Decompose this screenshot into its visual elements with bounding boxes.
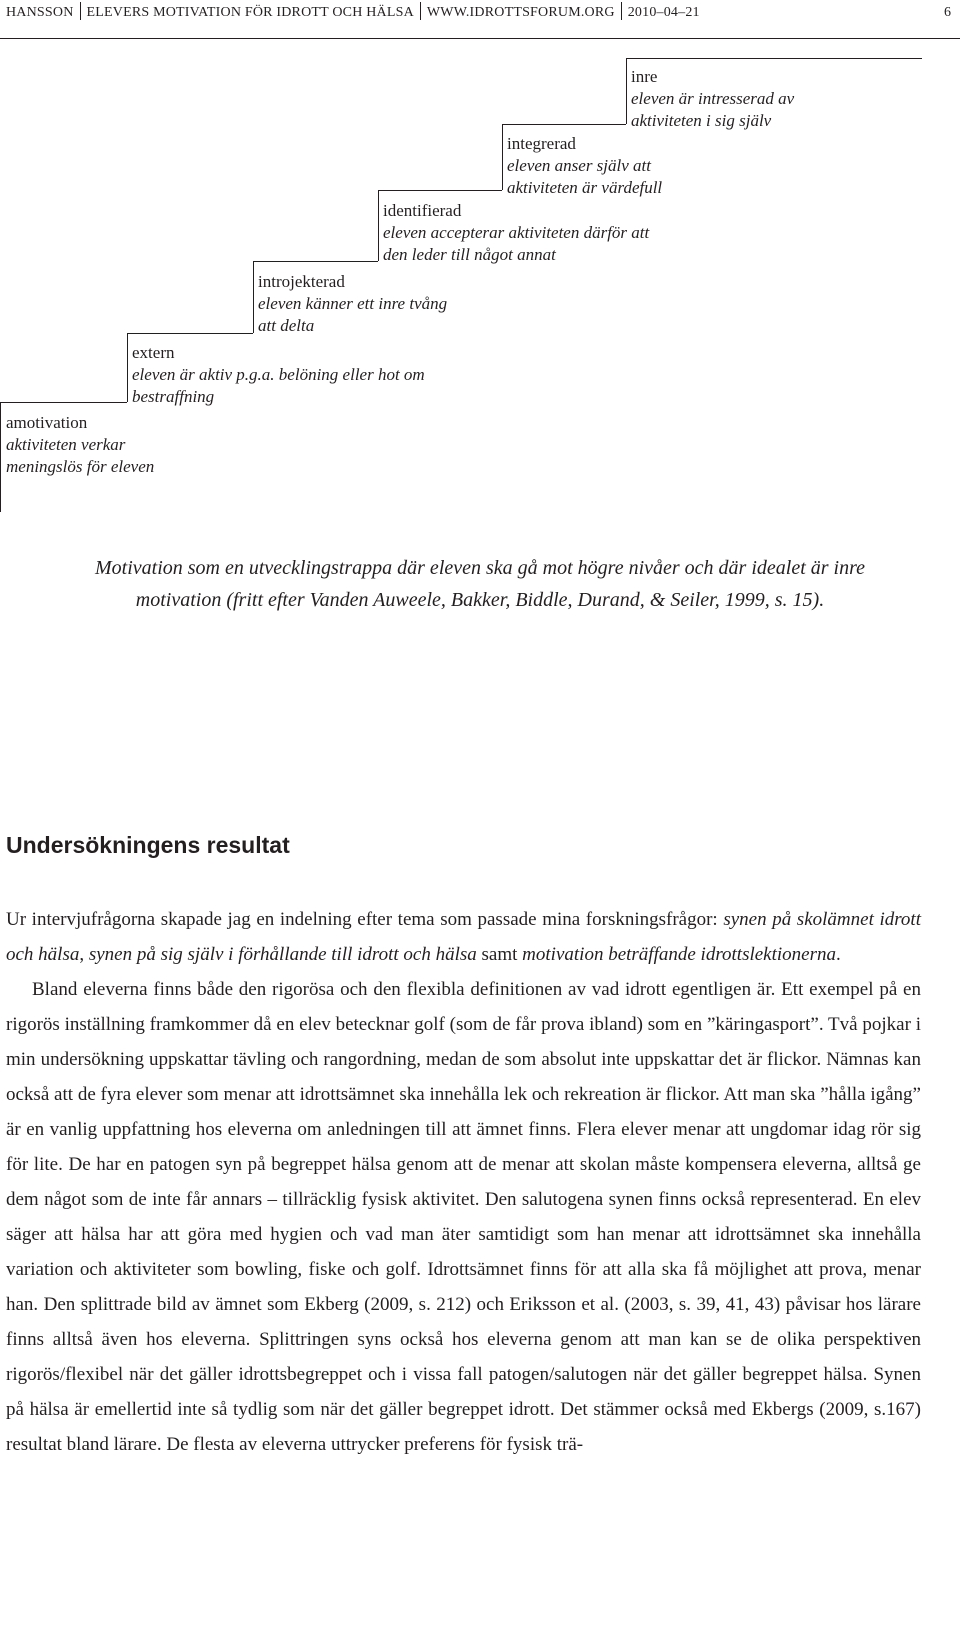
step-description: eleven accepterar aktiviteten därför att: [383, 223, 650, 242]
section-heading: Undersökningens resultat: [6, 832, 290, 858]
step-level-label: extern: [132, 343, 175, 362]
step-description: eleven anser själv att: [507, 156, 651, 175]
step-description: meningslös för eleven: [6, 457, 155, 476]
step-description: att delta: [258, 316, 315, 335]
page-number: 6: [944, 5, 951, 20]
stair-tread: [253, 261, 378, 262]
step-level-label: integrerad: [507, 134, 576, 153]
step-level-label: inre: [631, 67, 658, 86]
step-description: aktiviteten i sig själv: [631, 111, 772, 130]
header-rule: [0, 38, 960, 39]
stair-tread: [378, 190, 502, 191]
step-integrerad: [507, 133, 662, 199]
figure-caption: Motivation som en utvecklingstrappa där eleven ska gå mot högre nivåer och där idealet är inre motivation (fritt efter Vanden Auweele, Bakker, Biddle, Durand, & Seiler, 1999, s. 15).: [94, 557, 866, 611]
step-level-label: introjekterad: [258, 272, 345, 291]
step-amotivation: [6, 412, 154, 478]
stair-tread: [0, 402, 127, 403]
paragraph: [6, 902, 921, 972]
stair-riser: [0, 402, 1, 512]
text-run: Ur intervjufrågorna skapade jag en indelning efter tema som passade mina forskningsfrågor:: [6, 909, 724, 930]
step-inre: [631, 66, 794, 132]
header-separator: [420, 2, 421, 20]
header-title: ELEVERS MOTIVATION FÖR IDROTT OCH HÄLSA: [86, 5, 414, 20]
text-run: samt: [476, 944, 523, 965]
running-header-text: [6, 0, 700, 26]
stair-riser: [253, 261, 254, 333]
emphasis: motivation beträffande idrottslektionerna: [522, 944, 836, 965]
paragraph: Bland eleverna finns både den rigorösa och den flexibla definitionen av vad idrott egentligen är. Ett exempel på en rigorös inställning framkommer då en elev betecknar golf (som de får prova ibland) som en ”käringasport”. Två pojkar i min undersökning uppskattar tävling och rangordning, medan de som absolut inte uppskattar det är flickor. Nämnas kan också att de fyra elever som menar att idrottsämnet ska innehålla lek och rekreation är flickor. Att man ska ”hålla igång” är en vanlig uppfattning hos eleverna om anledningen till att ämnet finns. Flera elever menar att ungdomar idag rör sig för lite. De har en patogen syn på begreppet hälsa genom att de menar att skolan måste kompensera eleverna, alltså ge dem något som de inte får annars – tillräcklig fysisk aktivitet. Den salutogena synen finns också representerad. En elev säger att hälsa har att göra med hygien och vad man äter samtidigt som han menar att idrottsämnet ska innehålla variation och aktiviteter som bowling, fiske och golf. Idrottsämnet finns för att alla ska få möjlighet att prova, menar han. Den splittrade bild av ämnet som Ekberg (2009, s. 212) och Eriksson et al. (2003, s. 39, 41, 43) påvisar hos lärare finns alltså även hos eleverna. Splittringen syns också hos eleverna genom att man kan se de olika perspektiven rigorös/flexibel när det gäller idrottsbegreppet och i vissa fall patogen/salutogen när det gäller begreppet hälsa. Synen på hälsa är emellertid inte så tydlig som när det gäller begreppet idrott. Det stämmer också med Ekbergs (2009, s.167) resultat bland lärare. De flesta av eleverna uttrycker preferens för fysisk trä-: [6, 979, 921, 1455]
step-description: eleven känner ett inre tvång: [258, 294, 448, 313]
text-run: .: [836, 944, 841, 965]
header-date: 2010–04–21: [627, 5, 700, 20]
stair-riser: [502, 124, 503, 190]
step-description: den leder till något annat: [383, 245, 556, 264]
header-separator: [621, 2, 622, 20]
step-description: aktiviteten verkar: [6, 435, 126, 454]
step-introjekterad: [258, 271, 447, 337]
motivation-staircase-figure: [0, 40, 960, 510]
step-description: eleven är intresserad av: [631, 89, 795, 108]
running-header: [0, 0, 960, 26]
step-extern: [132, 342, 425, 408]
body-text: [6, 902, 921, 1462]
emphasis: synen på sig själv i förhållande till idrott och hälsa: [88, 944, 477, 965]
step-description: eleven är aktiv p.g.a. belöning eller hot om: [132, 365, 425, 384]
stair-tread: [127, 333, 253, 334]
stair-tread: [502, 124, 626, 125]
stair-riser: [127, 333, 128, 402]
stair-tread: [626, 58, 922, 59]
header-author: HANSSON: [6, 5, 74, 20]
step-level-label: amotivation: [6, 413, 88, 432]
step-level-label: identifierad: [383, 201, 462, 220]
text-run: ,: [79, 944, 89, 965]
step-description: bestraffning: [132, 387, 215, 406]
stair-riser: [626, 58, 627, 124]
step-description: aktiviteten är värdefull: [507, 178, 663, 197]
header-website: WWW.IDROTTSFORUM.ORG: [426, 5, 615, 20]
stair-riser: [378, 190, 379, 261]
header-separator: [80, 2, 81, 20]
step-identifierad: [383, 200, 649, 266]
emphasis: synen på skolämnet idrott och hälsa: [6, 909, 921, 965]
